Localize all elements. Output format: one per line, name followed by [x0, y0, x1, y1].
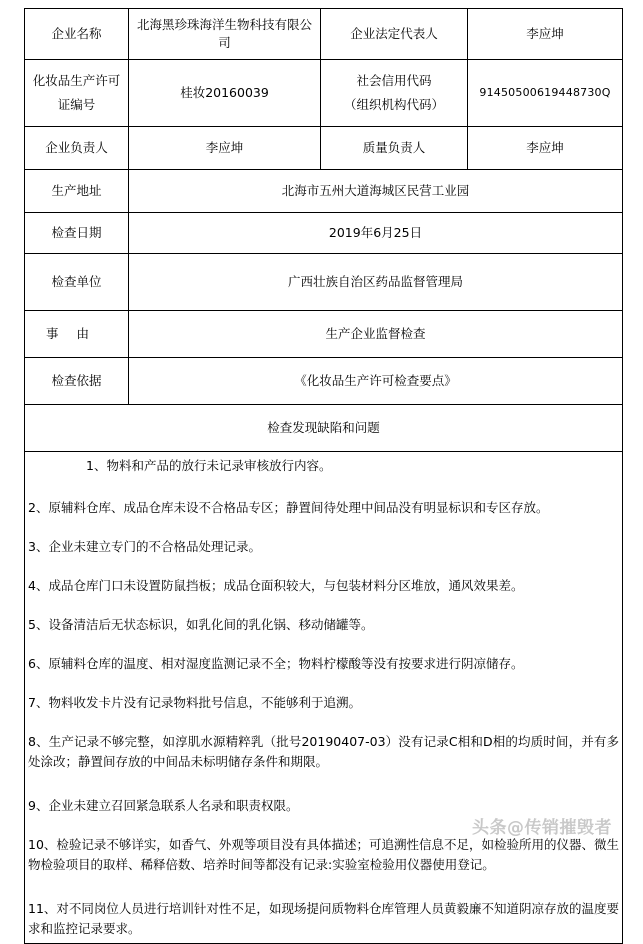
value-license-number: 桂妆20160039 — [129, 60, 321, 127]
value-reason: 生产企业监督检查 — [129, 311, 623, 358]
value-credit-code: 91450500619448730Q — [468, 60, 623, 127]
label-production-address: 生产地址 — [25, 170, 129, 213]
value-quality-manager: 李应坤 — [468, 127, 623, 170]
value-inspection-date: 2019年6月25日 — [129, 213, 623, 254]
label-credit-code — [321, 60, 468, 127]
value-inspection-unit: 广西壮族自治区药品监督管理局 — [129, 254, 623, 311]
finding-item-6: 6、原辅料仓库的温度、相对湿度监测记录不全；物料柠檬酸等没有按要求进行阴凉储存。 — [28, 656, 524, 671]
document-page — [24, 8, 622, 936]
inspection-record-table — [24, 8, 623, 944]
finding-item-11: 11、对不同岗位人员进行培训针对性不足，如现场提问质物料仓库管理人员黄毅廉不知道阴凉存放的温度要求和监控记录要求。 — [28, 901, 619, 936]
finding-item-3: 3、企业未建立专门的不合格品处理记录。 — [28, 539, 261, 554]
finding-item-8: 8、生产记录不够完整，如淳肌水源精粹乳（批号20190407-03）没有记录C相和D相的均质时间，并有多处涂改；静置间存放的中间品未标明储存条件和期限。 — [28, 734, 619, 769]
table-row-production-address — [25, 170, 623, 213]
label-credit-code-line1: 社会信用代码 — [356, 73, 432, 89]
label-reason: 事由 — [25, 311, 129, 358]
label-inspection-date: 检查日期 — [25, 213, 129, 254]
table-row-findings-body — [25, 452, 623, 944]
label-enterprise-manager: 企业负责人 — [25, 127, 129, 170]
label-legal-representative: 企业法定代表人 — [321, 9, 468, 60]
label-license-number-line1: 化妆品生产许可 — [32, 73, 121, 89]
finding-item-4: 4、成品仓库门口未设置防鼠挡板；成品仓面积较大，与包装材料分区堆放，通风效果差。 — [28, 578, 524, 593]
table-row-enterprise-name — [25, 9, 623, 60]
table-row-inspection-unit — [25, 254, 623, 311]
label-credit-code-line2: （组织机构代码） — [343, 97, 444, 112]
value-enterprise-manager: 李应坤 — [129, 127, 321, 170]
table-row-license-number — [25, 60, 623, 127]
table-row-findings-header — [25, 405, 623, 452]
value-production-address: 北海市五州大道海城区民营工业园 — [129, 170, 623, 213]
findings-header: 检查发现缺陷和问题 — [25, 405, 623, 452]
label-enterprise-name: 企业名称 — [25, 9, 129, 60]
label-inspection-unit: 检查单位 — [25, 254, 129, 311]
finding-item-9: 9、企业未建立召回紧急联系人名录和职责权限。 — [28, 798, 299, 813]
watermark-text: 头条@传销摧毁者 — [472, 818, 612, 838]
finding-item-5: 5、设备清洁后无状态标识，如乳化间的乳化锅、移动储罐等。 — [28, 617, 374, 632]
finding-item-2: 2、原辅料仓库、成品仓库未设不合格品专区；静置间待处理中间品没有明显标识和专区存放。 — [28, 500, 549, 515]
finding-item-10: 10、检验记录不够详实，如香气、外观等项目没有具体描述；可追溯性信息不足，如检验所用的仪器、微生物检验项目的取样、稀释倍数、培养时间等都没有记录:实验室检验用仪器使用登记。 — [28, 837, 619, 872]
value-enterprise-name: 北海黑珍珠海洋生物科技有限公司 — [129, 9, 321, 60]
finding-item-1: 1、物料和产品的放行未记录审核放行内容。 — [86, 458, 332, 473]
table-row-enterprise-manager — [25, 127, 623, 170]
table-row-inspection-date — [25, 213, 623, 254]
findings-list — [25, 452, 623, 944]
label-quality-manager: 质量负责人 — [321, 127, 468, 170]
finding-item-7: 7、物料收发卡片没有记录物料批号信息，不能够利于追溯。 — [28, 695, 361, 710]
value-inspection-basis: 《化妆品生产许可检查要点》 — [129, 358, 623, 405]
table-row-inspection-basis — [25, 358, 623, 405]
label-license-number-line2: 证编号 — [57, 97, 96, 112]
label-inspection-basis: 检查依据 — [25, 358, 129, 405]
label-license-number — [25, 60, 129, 127]
value-legal-representative: 李应坤 — [468, 9, 623, 60]
table-row-reason — [25, 311, 623, 358]
